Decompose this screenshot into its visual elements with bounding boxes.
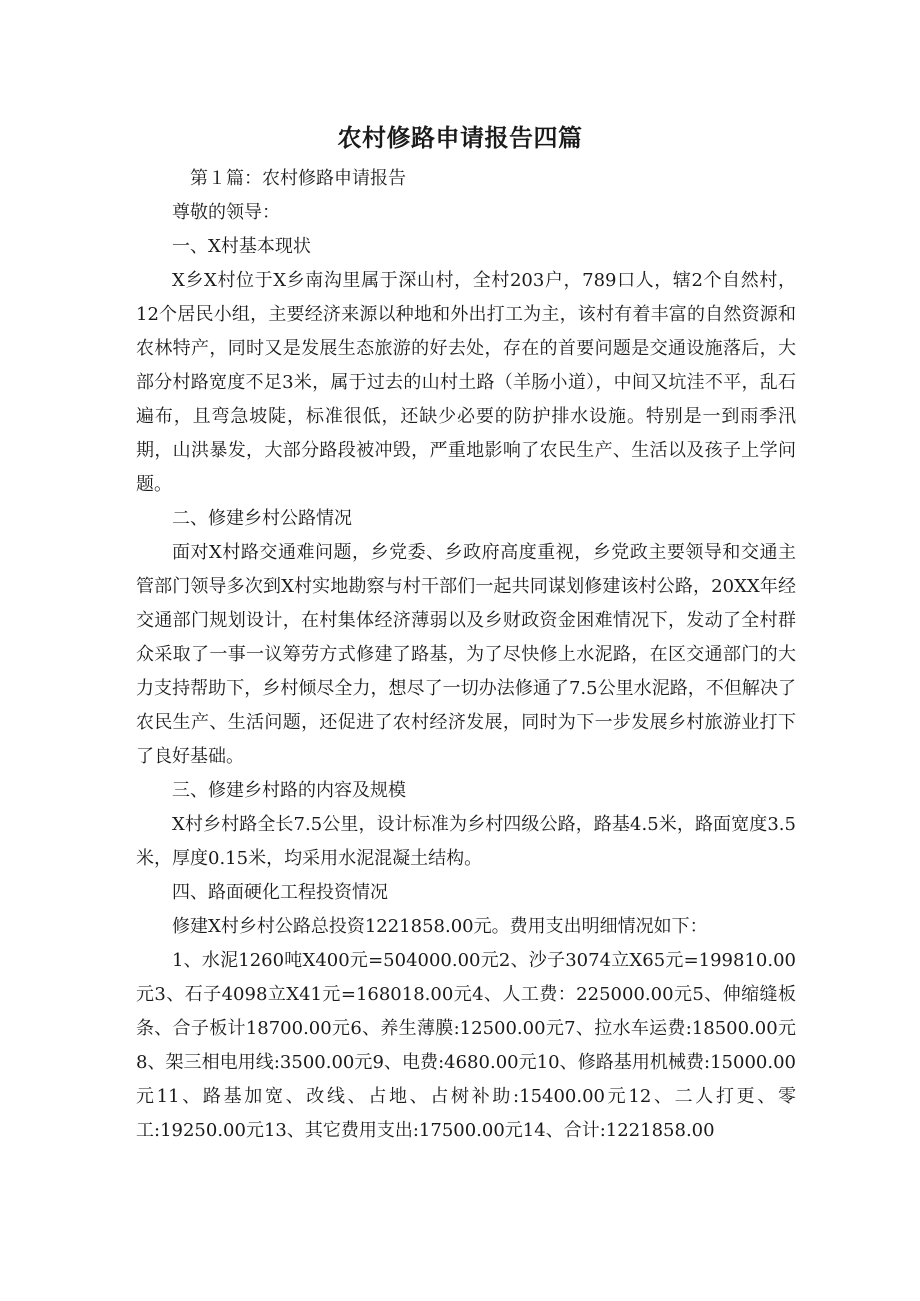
section-paragraph-3: X村乡村路全长7.5公里，设计标准为乡村四级公路，路基4.5米，路面宽度3.5米，厚度0.15米，均采用水泥混凝土结构。 (136, 814, 796, 869)
expense-details-paragraph: 1、水泥1260吨X400元=504000.00元2、沙子3074立X65元=199810.00元3、石子4098立X41元=168018.00元4、人工费：225000.00元5、伸缩缝板条、合子板计18700.00元6、养生薄膜:12500.00元7、拉水车运费:18500.00元8、架三相电用线:3500.00元9、电费:4680.00元10、修路基用机械费:15000.00元11、路基加宽、改线、占地、占树补助:15400.00元12、二人打更、零工:19250.00元13、其它费用支出:17500.00元14、合计:1221858.00 (136, 950, 796, 1141)
document-body (136, 162, 796, 1148)
section-heading-3: 三、修建乡村路的内容及规模 (172, 780, 406, 801)
section-paragraph-1: X乡X村位于X乡南沟里属于深山村，全村203户，789口人，辖2个自然村，12个居民小组，主要经济来源以种地和外出打工为主，该村有着丰富的自然资源和农林特产，同时又是发展生态旅游的好去处，存在的首要问题是交通设施落后，大部分村路宽度不足3米，属于过去的山村土路（羊肠小道），中间又坑洼不平，乱石遍布，且弯急坡陡，标准很低，还缺少必要的防护排水设施。特别是一到雨季汛期，山洪暴发，大部分路段被冲毁，严重地影响了农民生产、生活以及孩子上学问题。 (136, 270, 796, 495)
section-heading-2: 二、修建乡村公路情况 (172, 508, 352, 529)
salutation: 尊敬的领导： (172, 202, 280, 223)
article-subtitle: 第１篇：农村修路申请报告 (190, 168, 406, 189)
section-paragraph-4: 修建X村乡村公路总投资1221858.00元。费用支出明细情况如下： (172, 916, 708, 937)
section-heading-4: 四、路面硬化工程投资情况 (172, 882, 388, 903)
section-paragraph-2: 面对X村路交通难问题，乡党委、乡政府高度重视，乡党政主要领导和交通主管部门领导多次到X村实地勘察与村干部们一起共同谋划修建该村公路，20XX年经交通部门规划设计，在村集体经济薄弱以及乡财政资金困难情况下，发动了全村群众采取了一事一议筹劳方式修建了路基，为了尽快修上水泥路，在区交通部门的大力支持帮助下，乡村倾尽全力，想尽了一切办法修通了7.5公里水泥路，不但解决了农民生产、生活问题，还促进了农村经济发展，同时为下一步发展乡村旅游业打下了良好基础。 (136, 542, 796, 767)
section-heading-1: 一、X村基本现状 (172, 236, 311, 257)
document-title: 农村修路申请报告四篇 (337, 124, 583, 152)
